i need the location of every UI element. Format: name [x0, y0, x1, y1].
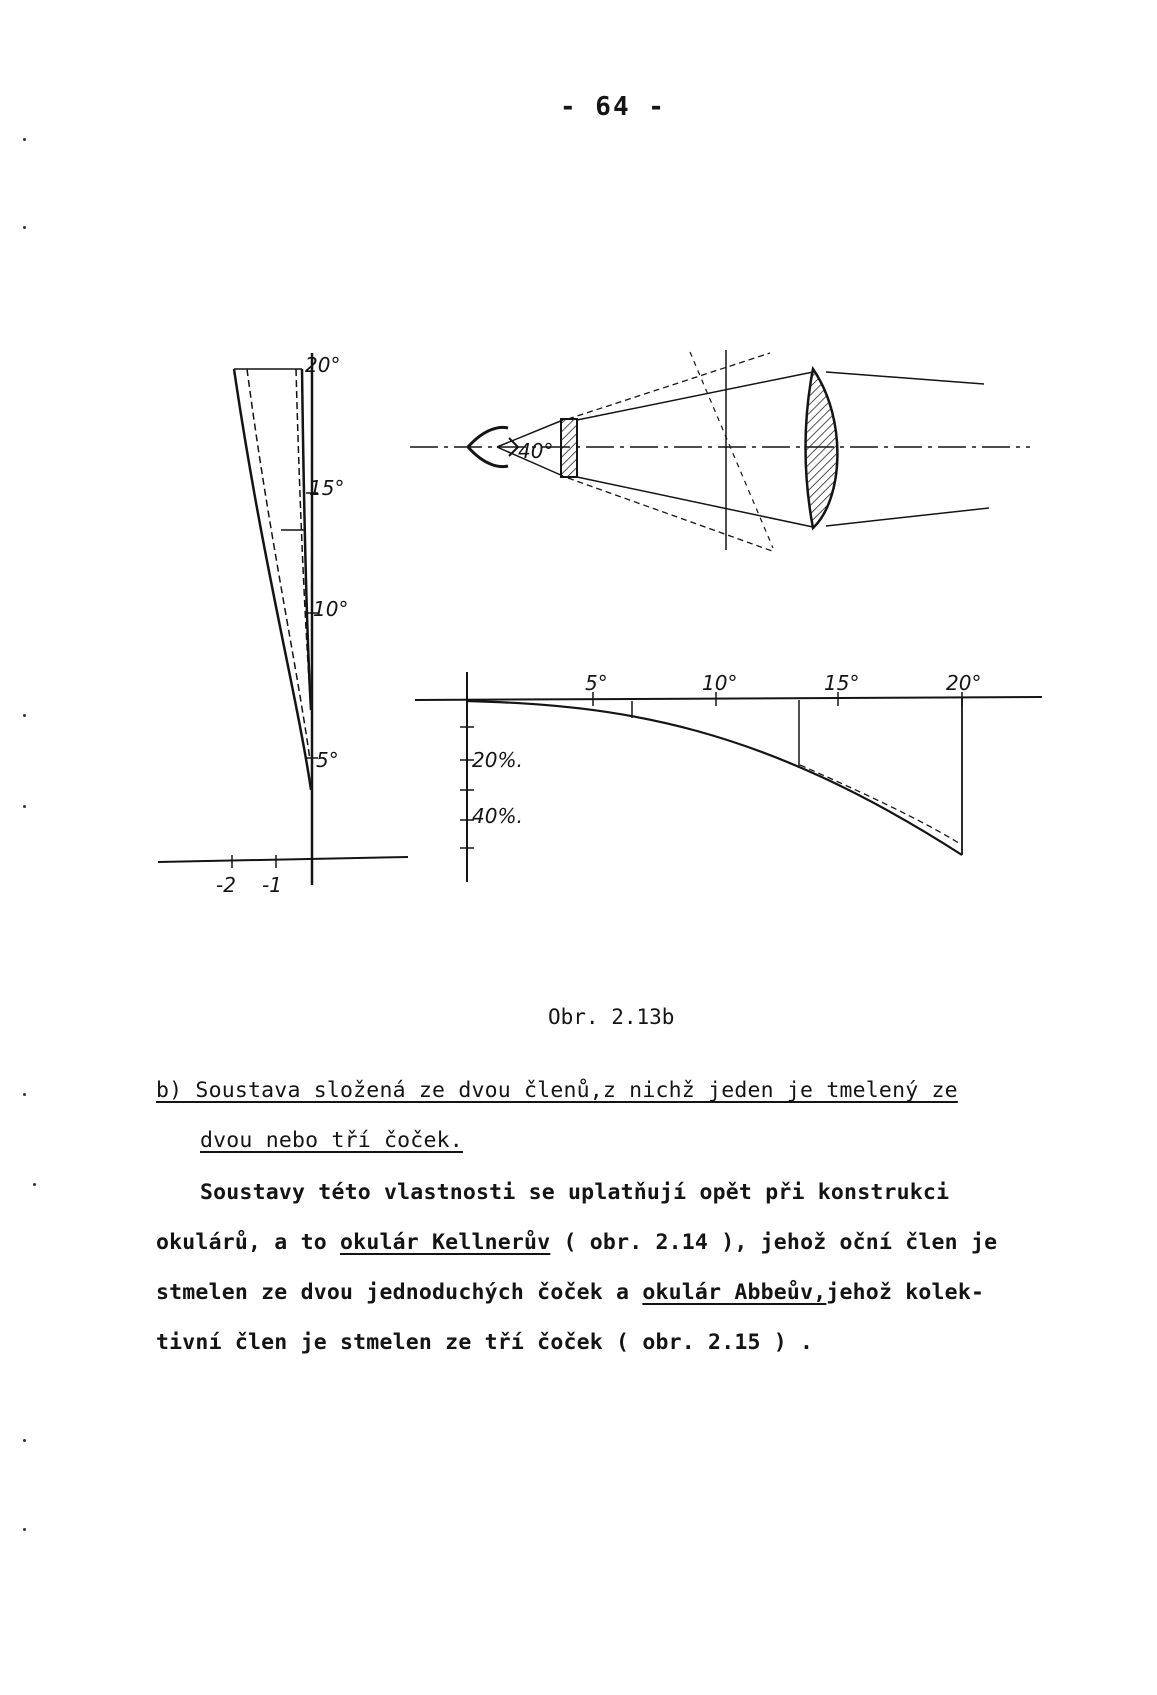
margin-mark	[33, 1183, 36, 1186]
angle-label: 40°	[518, 439, 554, 463]
paragraph-line: tivní člen je stmelen ze tří čoček ( obr. 2.15 ) .	[156, 1330, 814, 1355]
bottom-xtick-label: 5°	[585, 671, 608, 695]
text-segment: okulárů, a to	[156, 1230, 341, 1255]
text-segment: stmelen ze dvou jednoduchých čoček a	[156, 1280, 643, 1305]
margin-mark	[23, 1439, 26, 1442]
left-ytick-label: 5°	[316, 748, 339, 772]
bottom-xtick-label: 10°	[702, 671, 738, 695]
figure-caption: Obr. 2.13b	[548, 1005, 675, 1029]
bottom-graph	[415, 672, 1042, 882]
eyepiece-abbe-link-text: okulár Abbeův,	[642, 1280, 827, 1305]
margin-mark	[23, 805, 26, 808]
bottom-xtick-label: 20°	[946, 671, 982, 695]
optical-layout	[410, 350, 1030, 552]
section-heading-line2: dvou nebo tří čoček.	[200, 1128, 463, 1153]
section-heading-line1: b) Soustava složená ze dvou členů,z nichž jeden je tmelený ze	[156, 1078, 958, 1103]
margin-mark	[23, 226, 26, 229]
bottom-xtick-label: 15°	[824, 671, 860, 695]
eyepiece-kellner-link-text: okulár Kellnerův	[340, 1230, 551, 1255]
left-graph	[158, 353, 408, 885]
left-ytick-label: 15°	[309, 476, 345, 500]
left-xtick-label: -1	[262, 873, 282, 897]
bottom-ytick-label: 20%.	[472, 748, 523, 772]
paragraph-line	[156, 1230, 997, 1255]
text-segment: ( obr. 2.14 ), jehož oční člen je	[550, 1230, 998, 1255]
margin-mark	[23, 1528, 26, 1531]
bottom-ytick-label: 40%.	[472, 804, 523, 828]
margin-mark	[23, 714, 26, 717]
text-segment: jehož kolek-	[826, 1280, 985, 1305]
margin-mark	[23, 138, 26, 141]
left-ytick-label: 20°	[305, 353, 341, 377]
left-ytick-label: 10°	[313, 597, 349, 621]
paragraph-line	[156, 1280, 984, 1305]
margin-mark	[23, 1093, 26, 1096]
left-xtick-label: -2	[216, 873, 236, 897]
paragraph-line: Soustavy této vlastnosti se uplatňují opět při konstrukci	[200, 1180, 950, 1205]
page-number: - 64 -	[560, 92, 666, 122]
